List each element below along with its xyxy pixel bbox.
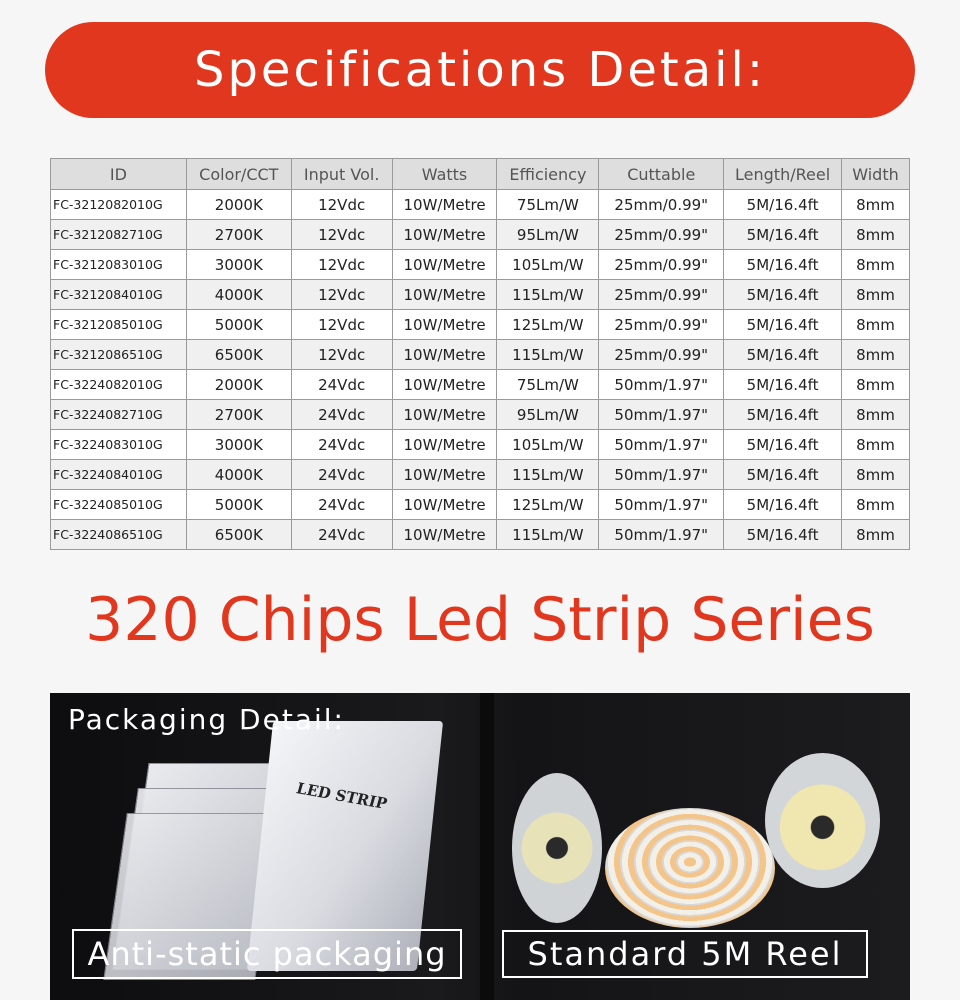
table-row (51, 370, 910, 400)
table-cell: FC-3224082710G (51, 400, 187, 430)
table-cell: 4000K (186, 280, 291, 310)
led-reel (605, 808, 775, 928)
table-cell: 8mm (842, 370, 910, 400)
table-cell: 6500K (186, 340, 291, 370)
table-cell: 115Lm/W (497, 520, 599, 550)
header-width: Width (842, 159, 910, 190)
table-cell: 24Vdc (291, 370, 392, 400)
table-row (51, 460, 910, 490)
table-cell: 50mm/1.97" (599, 490, 724, 520)
table-cell: 50mm/1.97" (599, 430, 724, 460)
banner-title: Specifications Detail: (193, 42, 766, 98)
bag-label: LED STRIP (294, 779, 390, 813)
table-cell: 5M/16.4ft (724, 460, 842, 490)
table-cell: 5M/16.4ft (724, 280, 842, 310)
table-cell: 10W/Metre (392, 310, 497, 340)
table-row (51, 190, 910, 220)
table-cell: 5M/16.4ft (724, 340, 842, 370)
table-cell: 8mm (842, 310, 910, 340)
table-cell: 75Lm/W (497, 190, 599, 220)
table-cell: FC-3224083010G (51, 430, 187, 460)
table-cell: 24Vdc (291, 400, 392, 430)
reel-caption: Standard 5M Reel (502, 930, 868, 978)
table-cell: 5M/16.4ft (724, 400, 842, 430)
header-id: ID (51, 159, 187, 190)
table-cell: FC-3212082710G (51, 220, 187, 250)
table-cell: 8mm (842, 490, 910, 520)
table-cell: 12Vdc (291, 310, 392, 340)
table-cell: 8mm (842, 520, 910, 550)
table-cell: 10W/Metre (392, 220, 497, 250)
table-cell: 12Vdc (291, 340, 392, 370)
table-cell: 8mm (842, 220, 910, 250)
table-cell: 10W/Metre (392, 280, 497, 310)
table-cell: FC-3224085010G (51, 490, 187, 520)
table-cell: 10W/Metre (392, 490, 497, 520)
table-cell: 10W/Metre (392, 340, 497, 370)
table-cell: 8mm (842, 190, 910, 220)
spec-banner (45, 22, 915, 118)
table-cell: 24Vdc (291, 460, 392, 490)
table-cell: 10W/Metre (392, 400, 497, 430)
table-cell: 12Vdc (291, 190, 392, 220)
table-cell: 12Vdc (291, 280, 392, 310)
table-cell: 50mm/1.97" (599, 460, 724, 490)
table-cell: FC-3212084010G (51, 280, 187, 310)
header-input-vol: Input Vol. (291, 159, 392, 190)
table-cell: 5M/16.4ft (724, 220, 842, 250)
table-cell: 24Vdc (291, 490, 392, 520)
photo-divider (480, 693, 494, 1000)
table-cell: FC-3212082010G (51, 190, 187, 220)
table-cell: 3000K (186, 430, 291, 460)
table-row (51, 280, 910, 310)
table-cell: 25mm/0.99" (599, 250, 724, 280)
table-row (51, 220, 910, 250)
table-cell: 8mm (842, 280, 910, 310)
table-cell: 25mm/0.99" (599, 220, 724, 250)
table-cell: 105Lm/W (497, 250, 599, 280)
table-cell: 8mm (842, 340, 910, 370)
table-cell: 8mm (842, 250, 910, 280)
table-cell: 12Vdc (291, 220, 392, 250)
table-cell: 25mm/0.99" (599, 280, 724, 310)
table-cell: 2000K (186, 370, 291, 400)
table-row (51, 490, 910, 520)
table-cell: 125Lm/W (497, 490, 599, 520)
led-reel (765, 753, 880, 888)
anti-static-caption: Anti-static packaging (72, 929, 462, 979)
table-cell: 95Lm/W (497, 220, 599, 250)
table-cell: 24Vdc (291, 520, 392, 550)
table-cell: 10W/Metre (392, 370, 497, 400)
table-cell: 2000K (186, 190, 291, 220)
table-row (51, 340, 910, 370)
table-cell: FC-3224082010G (51, 370, 187, 400)
table-cell: 50mm/1.97" (599, 370, 724, 400)
table-cell: FC-3212083010G (51, 250, 187, 280)
table-cell: FC-3224084010G (51, 460, 187, 490)
table-cell: 10W/Metre (392, 520, 497, 550)
table-row (51, 250, 910, 280)
table-cell: 8mm (842, 400, 910, 430)
table-cell: 2700K (186, 400, 291, 430)
table-cell: 5M/16.4ft (724, 490, 842, 520)
table-cell: 12Vdc (291, 250, 392, 280)
header-color-cct: Color/CCT (186, 159, 291, 190)
table-cell: 3000K (186, 250, 291, 280)
table-cell: 50mm/1.97" (599, 400, 724, 430)
table-cell: 5M/16.4ft (724, 250, 842, 280)
header-efficiency: Efficiency (497, 159, 599, 190)
table-cell: 2700K (186, 220, 291, 250)
packaging-title: Packaging Detail: (68, 703, 345, 736)
series-title: 320 Chips Led Strip Series (85, 585, 875, 655)
table-cell: 105Lm/W (497, 430, 599, 460)
table-cell: 5000K (186, 310, 291, 340)
table-cell: 5M/16.4ft (724, 310, 842, 340)
table-cell: 115Lm/W (497, 340, 599, 370)
table-row (51, 520, 910, 550)
table-row (51, 400, 910, 430)
table-cell: 50mm/1.97" (599, 520, 724, 550)
table-row (51, 310, 910, 340)
spec-table (50, 158, 910, 550)
table-cell: 5000K (186, 490, 291, 520)
table-cell: 5M/16.4ft (724, 190, 842, 220)
table-cell: 10W/Metre (392, 190, 497, 220)
table-cell: 4000K (186, 460, 291, 490)
table-cell: 10W/Metre (392, 250, 497, 280)
packaging-photo (50, 693, 910, 1000)
header-length-reel: Length/Reel (724, 159, 842, 190)
table-cell: 25mm/0.99" (599, 310, 724, 340)
table-cell: 5M/16.4ft (724, 370, 842, 400)
table-cell: 115Lm/W (497, 280, 599, 310)
table-cell: 8mm (842, 430, 910, 460)
table-cell: 24Vdc (291, 430, 392, 460)
table-cell: 115Lm/W (497, 460, 599, 490)
table-cell: 95Lm/W (497, 400, 599, 430)
table-cell: 10W/Metre (392, 460, 497, 490)
table-cell: 10W/Metre (392, 430, 497, 460)
table-cell: 5M/16.4ft (724, 520, 842, 550)
table-cell: FC-3224086510G (51, 520, 187, 550)
table-header-row (51, 159, 910, 190)
table-cell: FC-3212086510G (51, 340, 187, 370)
led-reel (512, 773, 602, 923)
table-cell: 8mm (842, 460, 910, 490)
table-cell: 25mm/0.99" (599, 340, 724, 370)
header-watts: Watts (392, 159, 497, 190)
table-cell: 5M/16.4ft (724, 430, 842, 460)
table-cell: FC-3212085010G (51, 310, 187, 340)
table-cell: 125Lm/W (497, 310, 599, 340)
table-cell: 75Lm/W (497, 370, 599, 400)
table-cell: 6500K (186, 520, 291, 550)
table-cell: 25mm/0.99" (599, 190, 724, 220)
header-cuttable: Cuttable (599, 159, 724, 190)
table-row (51, 430, 910, 460)
